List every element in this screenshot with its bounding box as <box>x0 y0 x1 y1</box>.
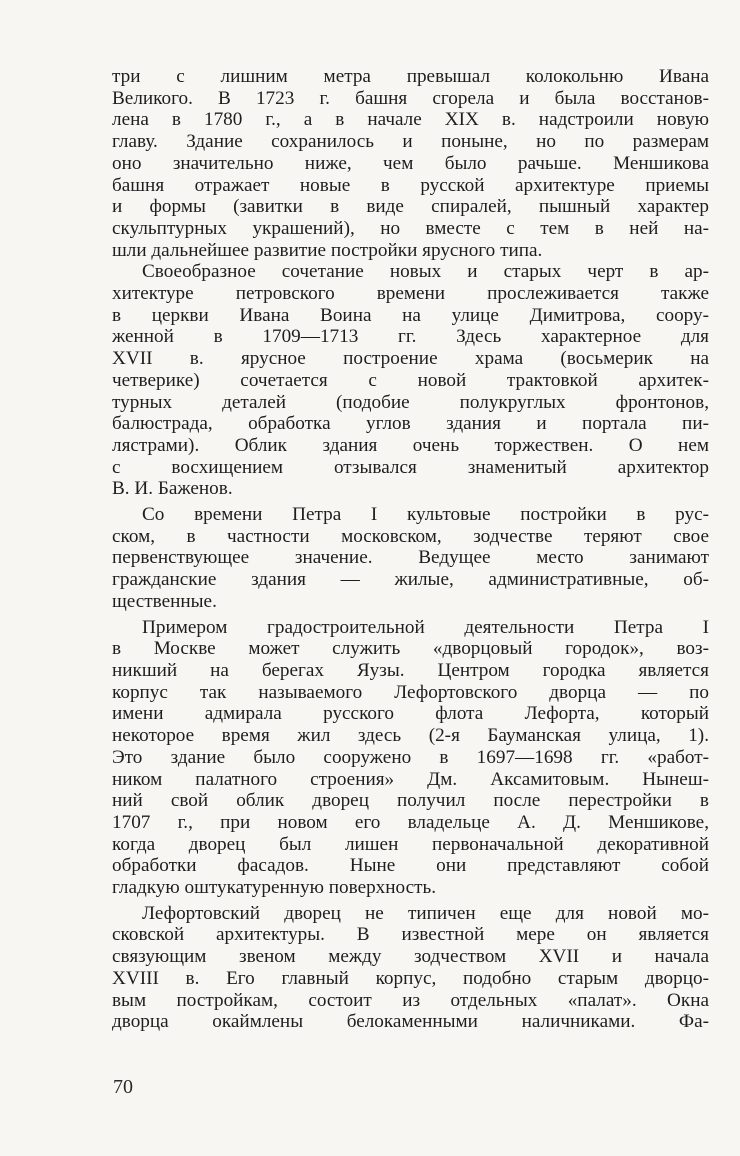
text-line: Лефортовский дворец не типичен еще для новой мо- <box>142 902 709 924</box>
text-line: лена в 1780 г., а в начале XIX в. надстроили новую <box>112 109 709 131</box>
text-line: с восхищением отзывался знаменитый архитектор <box>112 456 709 478</box>
text-line: когда дворец был лишен первоначальной декоративной <box>112 833 709 855</box>
text-line: ском, в частности московском, зодчестве теряют свое <box>112 525 709 547</box>
text-line: В. И. Баженов. <box>112 478 233 500</box>
body-text <box>112 66 709 1033</box>
text-line: скульптурных украшений), но вместе с тем в ней на- <box>112 217 709 239</box>
text-line: лястрами). Облик здания очень торжествен. О нем <box>112 434 709 456</box>
text-line: три с лишним метра превышал колокольню Ивана <box>112 66 709 87</box>
text-line: дворца окаймлены белокаменными наличниками. Фа- <box>112 1011 709 1033</box>
text-line: сковской архитектуры. В известной мере он является <box>112 924 709 946</box>
paragraph-2 <box>112 261 709 500</box>
text-line: Великого. В 1723 г. башня сгорела и была восстанов- <box>112 87 709 109</box>
text-line: 1707 г., при новом его владельце А. Д. Меншикове, <box>112 811 709 833</box>
text-line: Это здание было сооружено в 1697—1698 гг. «работ- <box>112 746 709 768</box>
text-line: XVII в. ярусное построение храма (восьмерик на <box>112 348 709 370</box>
text-line: и формы (завитки в виде спиралей, пышный характер <box>112 196 709 218</box>
text-line: некоторое время жил здесь (2-я Бауманская улица, 1). <box>112 725 709 747</box>
text-line: оно значительно ниже, чем было рачьше. Меншикова <box>112 152 709 174</box>
text-line: обработки фасадов. Ныне они представляют собой <box>112 855 709 877</box>
text-line: ником палатного строения» Дм. Аксамитовым. Нынеш- <box>112 768 709 790</box>
text-line: щественные. <box>112 590 217 612</box>
text-line: первенствующее значение. Ведущее место занимают <box>112 547 709 569</box>
text-line: Со времени Петра I культовые постройки в рус- <box>142 504 709 526</box>
paragraph-5 <box>112 903 709 1033</box>
text-line: балюстрада, обработка углов здания и портала пи- <box>112 413 709 435</box>
text-line: вым постройкам, состоит из отдельных «палат». Окна <box>112 989 709 1011</box>
text-line: главу. Здание сохранилось и поныне, но по размерам <box>112 131 709 153</box>
text-line: в церкви Ивана Воина на улице Димитрова, соору- <box>112 304 709 326</box>
paragraph-1 <box>112 66 709 261</box>
text-line: связующим звеном между зодчеством XVII и начала <box>112 946 709 968</box>
text-line: Примером градостроительной деятельности Петра I <box>142 616 709 638</box>
paragraph-3 <box>112 504 709 613</box>
text-line: корпус так называемого Лефортовского дворца — по <box>112 681 709 703</box>
text-line: турных деталей (подобие полукруглых фронтонов, <box>112 391 709 413</box>
text-line: гладкую оштукатуренную поверхность. <box>112 877 437 899</box>
paragraph-4 <box>112 617 709 899</box>
text-line: Своеобразное сочетание новых и старых черт в ар- <box>142 261 709 283</box>
text-line: в Москве может служить «дворцовый городок», воз- <box>112 638 709 660</box>
text-line: четверике) сочетается с новой трактовкой архитек- <box>112 369 709 391</box>
text-line: никший на берегах Яузы. Центром городка является <box>112 659 709 681</box>
text-line: башня отражает новые в русской архитектуре приемы <box>112 174 709 196</box>
text-line: XVIII в. Его главный корпус, подобно старым дворцо- <box>112 967 709 989</box>
text-line: имени адмирала русского флота Лефорта, который <box>112 703 709 725</box>
page-number: 70 <box>113 1076 133 1098</box>
text-line: гражданские здания — жилые, административные, об- <box>112 569 709 591</box>
text-line: женной в 1709—1713 гг. Здесь характерное для <box>112 326 709 348</box>
text-line: хитектуре петровского времени прослеживается также <box>112 283 709 305</box>
text-line: ний свой облик дворец получил после перестройки в <box>112 790 709 812</box>
text-line: шли дальнейшее развитие постройки ярусного типа. <box>112 239 543 261</box>
